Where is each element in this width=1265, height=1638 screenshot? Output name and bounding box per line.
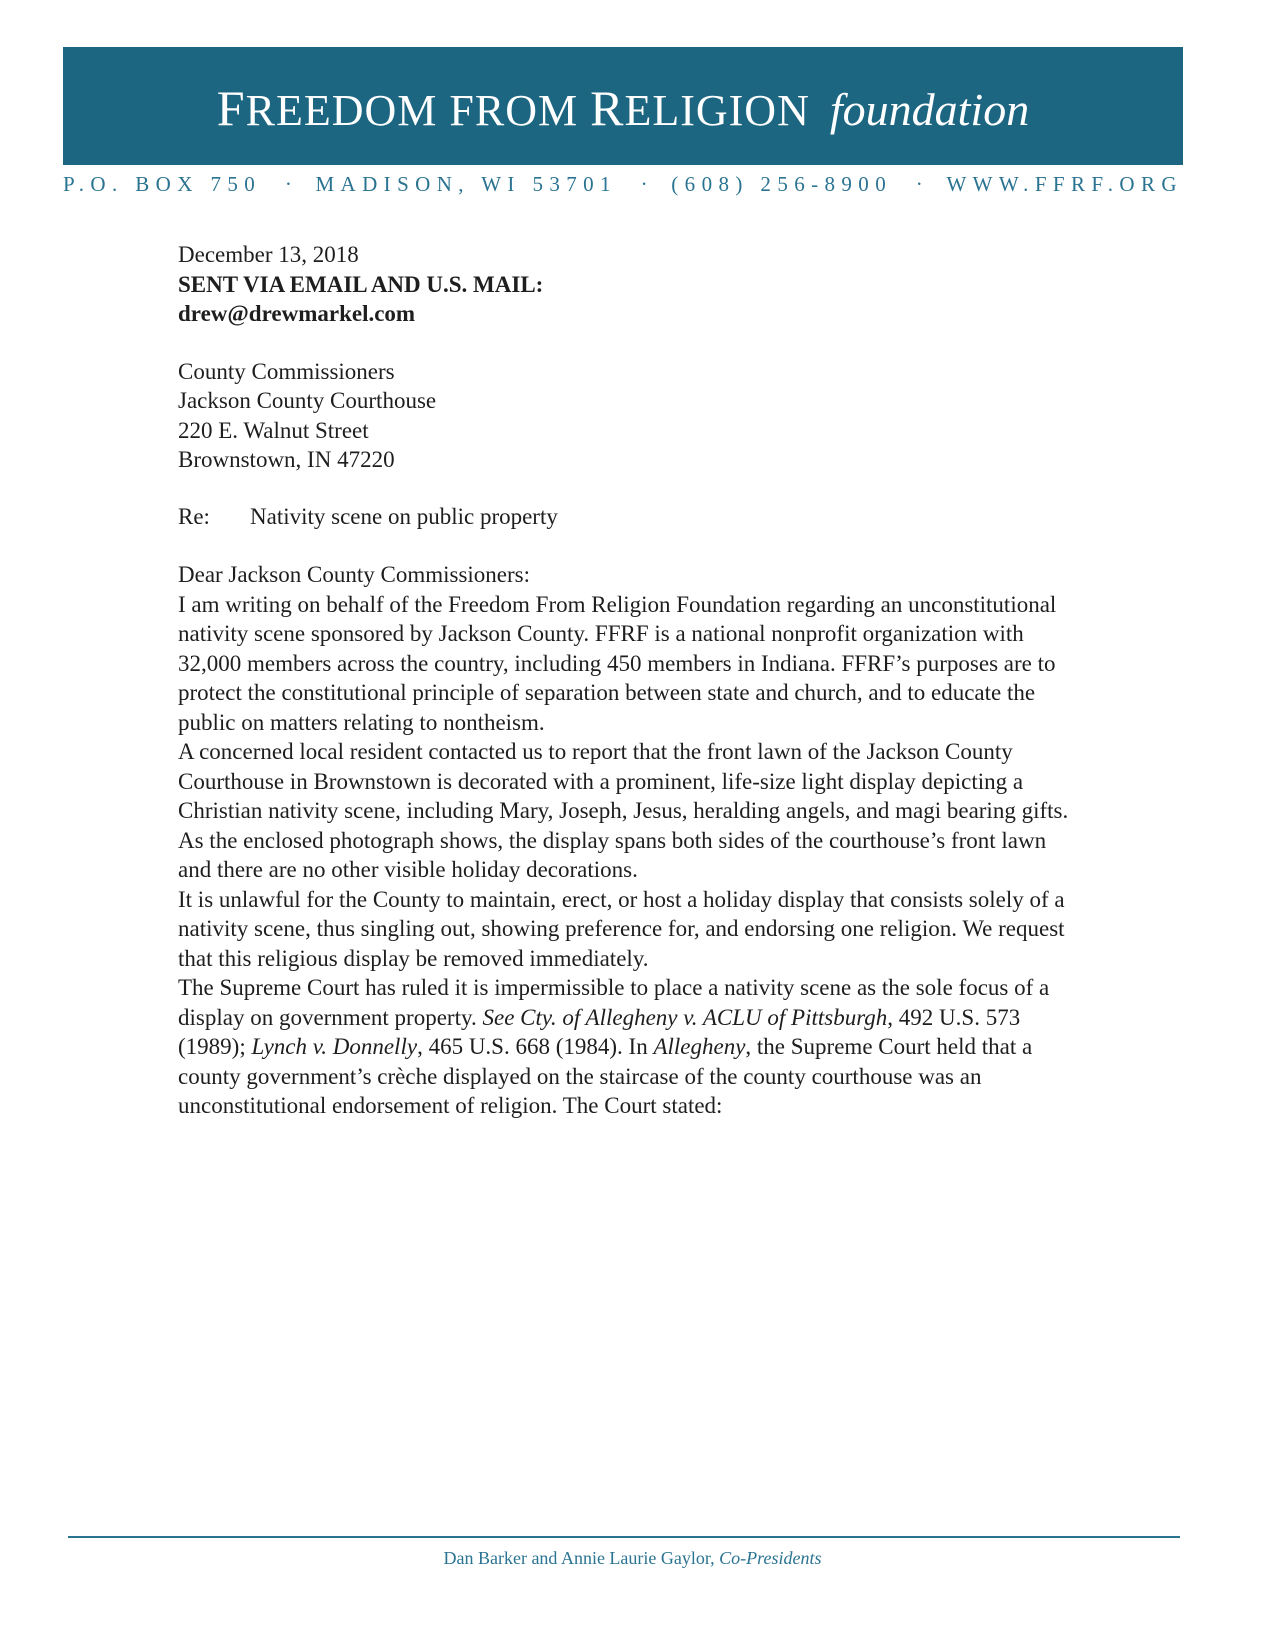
website-link[interactable]: WWW.FFRF.ORG <box>946 172 1183 196</box>
letterhead-banner <box>63 47 1183 165</box>
paragraph-4-text: , 465 U.S. 668 (1984). In <box>417 1034 654 1059</box>
paragraph-3: It is unlawful for the County to maintain, erect, or host a holiday display that consists solely of a nativity scene, thus singling out, showing preference for, and endorsing one religion. We request that this religious display be removed immediately. <box>178 886 1065 971</box>
org-word-foundation: foundation <box>829 84 1030 135</box>
paragraph-4-text: The Supreme Court has ruled it is impermissible to place a nativity scene as the sole focus of a display on government property. <box>178 975 1050 1030</box>
paragraph-4 <box>178 973 1078 1121</box>
recipient-line: 220 E. Walnut Street <box>178 417 369 443</box>
subject-text: Nativity scene on public property <box>250 503 558 529</box>
recipient-line: County Commissioners <box>178 358 395 384</box>
letterhead-address <box>63 172 1183 197</box>
org-word-freedom-initial: F <box>216 80 246 136</box>
recipient-address <box>178 357 1078 475</box>
footer-title: Co-Presidents <box>719 1548 822 1568</box>
paragraph-4-text: , 492 U.S. 573 (1989); <box>178 1004 1021 1059</box>
recipient-email[interactable]: drew@drewmarkel.com <box>178 301 416 326</box>
paragraph-4-text: , the Supreme Court held that a county government’s crèche displayed on the staircase of the county courthouse was an unconstitutional endorsement of religion. The Court stated: <box>178 1034 1033 1118</box>
subject-label: Re: <box>178 503 210 529</box>
recipient-line: Brownstown, IN 47220 <box>178 447 395 472</box>
city-state-zip: MADISON, WI 53701 <box>315 172 617 196</box>
letter-body <box>178 240 1078 1121</box>
footer-names: Dan Barker and Annie Laurie Gaylor, <box>443 1548 720 1568</box>
org-word-religion-initial: R <box>590 80 625 136</box>
org-word-from: FROM <box>449 86 579 135</box>
paragraph-1: I am writing on behalf of the Freedom From Religion Foundation regarding an unconstitutional nativity scene sponsored by Jackson County. FFRF is a national nonprofit organization with 32,000 members across the country, including 450 members in Indiana. FFRF’s purposes are to protect the constitutional principle of separation between state and church, and to educate the public on matters relating to nontheism. <box>178 591 1057 735</box>
separator-dot: · <box>640 172 648 196</box>
case-citation: See Cty. of Allegheny v. ACLU of Pittsburgh <box>482 1004 888 1030</box>
case-citation: Lynch v. Donnelly <box>251 1034 418 1059</box>
recipient-line: Jackson County Courthouse <box>178 388 437 413</box>
organization-name <box>217 79 1029 137</box>
case-citation: Allegheny <box>653 1034 746 1059</box>
footer-divider <box>68 1536 1180 1538</box>
separator-dot: · <box>284 172 292 196</box>
org-word-religion: ELIGION <box>624 86 810 135</box>
letter-date: December 13, 2018 <box>178 242 359 267</box>
phone-number: (608) 256-8900 <box>671 172 893 196</box>
salutation: Dear Jackson County Commissioners: <box>178 562 530 587</box>
separator-dot: · <box>915 172 923 196</box>
po-box: P.O. BOX 750 <box>63 172 262 196</box>
subject-line <box>178 502 1078 532</box>
paragraph-2: A concerned local resident contacted us to report that the front lawn of the Jackson County Courthouse in Brownstown is decorated with a prominent, life-size light display depicting a Christian nativity scene, including Mary, Joseph, Jesus, heralding angels, and magi bearing gifts. As the enclosed photograph shows, the display spans both sides of the courthouse’s front lawn and there are no other visible holiday decorations. <box>178 739 1069 882</box>
org-word-freedom: REEDOM <box>245 86 438 135</box>
delivery-notice <box>178 270 1078 329</box>
sent-via-line: SENT VIA EMAIL AND U.S. MAIL: <box>178 271 544 297</box>
footer <box>0 1548 1265 1569</box>
